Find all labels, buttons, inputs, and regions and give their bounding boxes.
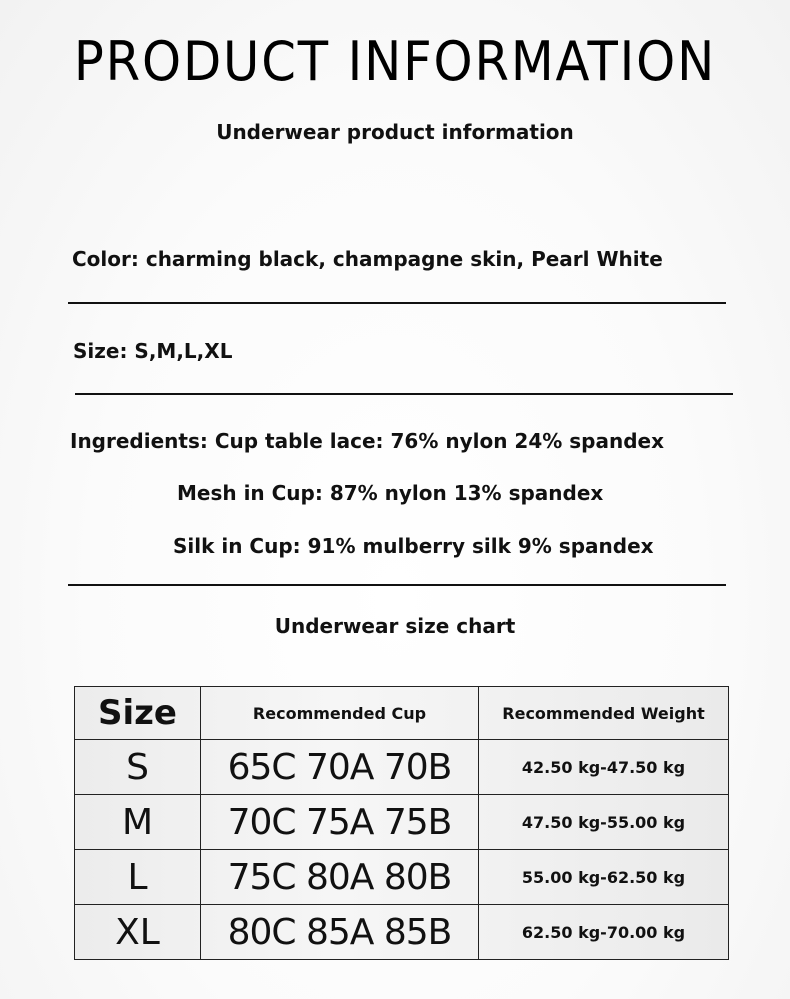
table-row: [75, 850, 729, 905]
size-chart-table: [74, 686, 729, 960]
weight-cell: 47.50 kg-55.00 kg: [479, 795, 729, 850]
size-cell: XL: [75, 905, 201, 960]
table-row: [75, 795, 729, 850]
ingredients-line-3: Silk in Cup: 91% mulberry silk 9% spandex: [173, 534, 654, 558]
table-header-row: [75, 687, 729, 740]
weight-cell: 55.00 kg-62.50 kg: [479, 850, 729, 905]
size-info: Size: S,M,L,XL: [73, 339, 233, 363]
weight-cell: 62.50 kg-70.00 kg: [479, 905, 729, 960]
header-size: Size: [75, 687, 201, 740]
page-title: PRODUCT INFORMATION: [73, 30, 717, 93]
cup-cell: 65C 70A 70B: [201, 740, 479, 795]
header-weight: Recommended Weight: [479, 687, 729, 740]
divider-size: [75, 393, 733, 395]
divider-color: [68, 302, 726, 304]
size-chart-title: Underwear size chart: [274, 614, 516, 638]
size-cell: L: [75, 850, 201, 905]
color-info: Color: charming black, champagne skin, Pearl White: [72, 247, 663, 271]
cup-cell: 80C 85A 85B: [201, 905, 479, 960]
header-cup: Recommended Cup: [201, 687, 479, 740]
table-row: [75, 740, 729, 795]
divider-ingredients: [68, 584, 726, 586]
size-cell: M: [75, 795, 201, 850]
ingredients-line-1: Ingredients: Cup table lace: 76% nylon 24% spandex: [70, 429, 664, 453]
table-row: [75, 905, 729, 960]
cup-cell: 70C 75A 75B: [201, 795, 479, 850]
weight-cell: 42.50 kg-47.50 kg: [479, 740, 729, 795]
ingredients-line-2: Mesh in Cup: 87% nylon 13% spandex: [177, 481, 604, 505]
size-cell: S: [75, 740, 201, 795]
page-subtitle: Underwear product information: [216, 120, 574, 144]
cup-cell: 75C 80A 80B: [201, 850, 479, 905]
